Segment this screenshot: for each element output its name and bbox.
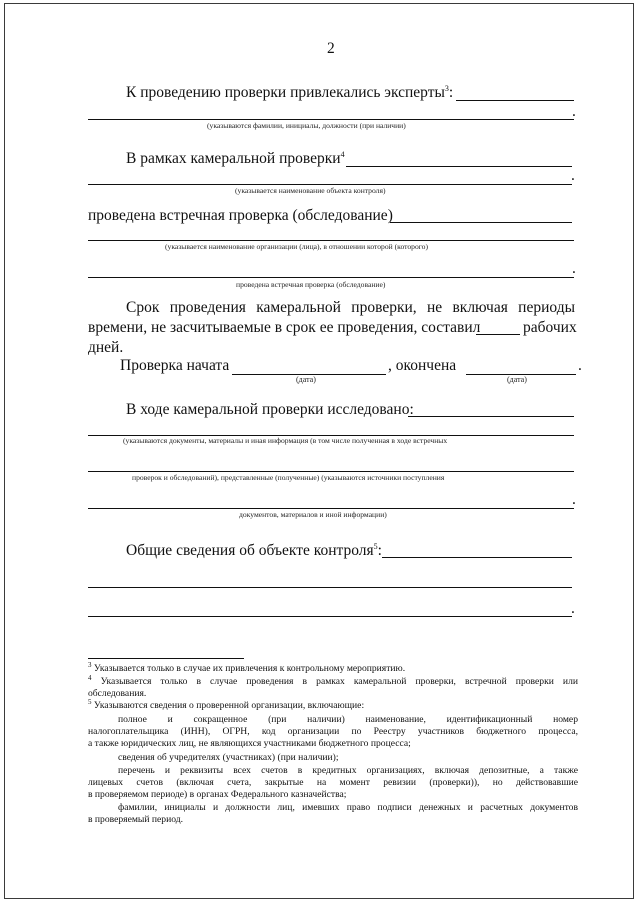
kameral-caption: (указывается наименование объекта контроля) bbox=[235, 186, 386, 195]
vstrechnaya-caption-1: (указывается наименование организации (лица), в отношении которой (которого) bbox=[165, 242, 428, 251]
vstrechnaya-full-line-2 bbox=[88, 277, 574, 278]
dates-end-dot: . bbox=[578, 357, 582, 374]
issledovano-end-dot: . bbox=[572, 491, 576, 508]
experts-end-dot: . bbox=[572, 103, 576, 120]
obshie-full-line-2 bbox=[88, 616, 572, 617]
issledovano-full-line-3 bbox=[88, 508, 574, 509]
obshie-label: Общие сведения об объекте контроля$^5$: bbox=[126, 541, 382, 559]
check-ended-label: , окончена bbox=[388, 357, 457, 374]
page-number: 2 bbox=[327, 40, 335, 57]
issledovano-label: В ходе камеральной проверки исследовано: bbox=[126, 401, 414, 418]
issledovano-caption-3: документов, материалов и иной информации) bbox=[239, 510, 387, 519]
experts-caption: (указываются фамилии, инициалы, должности (при наличии) bbox=[207, 121, 406, 130]
footnote-5-item-3-line-2: лицевых счетов (включая счета, закрытые на момент ревизии (проверки)), но действовавшие bbox=[88, 777, 578, 788]
kameral-end-dot: . bbox=[571, 167, 575, 184]
end-date-caption: (дата) bbox=[507, 375, 527, 384]
srok-workdays: рабочих bbox=[523, 319, 577, 336]
srok-line-2: времени, не засчитываемые в срок ее проведения, составил bbox=[88, 319, 481, 336]
srok-line-1: Срок проведения камеральной проверки, не включая периоды bbox=[126, 299, 575, 316]
footnote-5-item-4-line-1: фамилии, инициалы и должности лиц, имевших право подписи денежных и расчетных документов bbox=[118, 802, 578, 813]
experts-fill-line bbox=[456, 100, 574, 101]
footnote-separator bbox=[88, 658, 244, 659]
vstrechnaya-full-line-1 bbox=[88, 240, 574, 241]
experts-label: К проведению проверки привлекались эксперты$^3$: bbox=[126, 83, 454, 101]
obshie-full-line-1 bbox=[88, 587, 572, 588]
footnote-5-item-1-line-1: полное и сокращенное (при наличии) наименование, идентификационный номер bbox=[118, 714, 578, 725]
footnote-5-item-1-line-2: налогоплательщика (ИНН), ОГРН, код организации по Реестру участников бюджетного процесса, bbox=[88, 726, 578, 737]
kameral-label: В рамках камеральной проверки$^4$ bbox=[126, 149, 345, 167]
kameral-full-line bbox=[88, 184, 572, 185]
footnote-4-line-1: $^4$ Указывается только в случае проведения в рамках камеральной проверки, встречной проверки или bbox=[88, 673, 578, 687]
issledovano-full-line-2 bbox=[88, 471, 574, 472]
obshie-fill-line bbox=[382, 557, 572, 558]
issledovano-caption-1: (указываются документы, материалы и иная информация (в том числе полученная в ходе встречных bbox=[123, 436, 448, 445]
start-date-caption: (дата) bbox=[296, 375, 316, 384]
footnote-5: $^5$ Указываются сведения о проверенной организации, включающие: bbox=[88, 697, 365, 711]
kameral-fill-line bbox=[346, 166, 572, 167]
srok-days-line bbox=[476, 334, 520, 335]
vstrechnaya-end-dot: . bbox=[572, 260, 576, 277]
experts-full-line bbox=[88, 119, 574, 120]
footnote-5-item-3-line-1: перечень и реквизиты всех счетов в кредитных организациях, включая депозитные, а также bbox=[118, 765, 578, 776]
vstrechnaya-label: проведена встречная проверка (обследование) bbox=[88, 207, 393, 224]
footnote-5-item-3-line-3: в проверяемом периоде) в органах Федерального казначейства; bbox=[88, 789, 347, 800]
footnote-5-item-2: сведения об учредителях (участниках) (при наличии); bbox=[118, 752, 339, 763]
footnote-3: $^3$ Указывается только в случае их привлечения к контрольному мероприятию. bbox=[88, 660, 406, 674]
obshie-end-dot: . bbox=[571, 600, 575, 617]
srok-line-3: дней. bbox=[88, 339, 124, 356]
issledovano-fill-line bbox=[408, 416, 574, 417]
issledovano-caption-2: проверок и обследований), представленные (полученные) (указываются источники поступления bbox=[132, 473, 445, 482]
check-started-label: Проверка начата bbox=[120, 357, 230, 374]
vstrechnaya-caption-2: проведена встречная проверка (обследование) bbox=[236, 280, 386, 289]
footnote-5-item-1-line-3: а также юридических лиц, не являющихся участниками бюджетного процесса; bbox=[88, 738, 411, 749]
footnote-5-item-4-line-2: в проверяемый период. bbox=[88, 814, 184, 825]
vstrechnaya-fill-line bbox=[390, 222, 572, 223]
footnote-4-line-2: обследования. bbox=[88, 688, 147, 699]
